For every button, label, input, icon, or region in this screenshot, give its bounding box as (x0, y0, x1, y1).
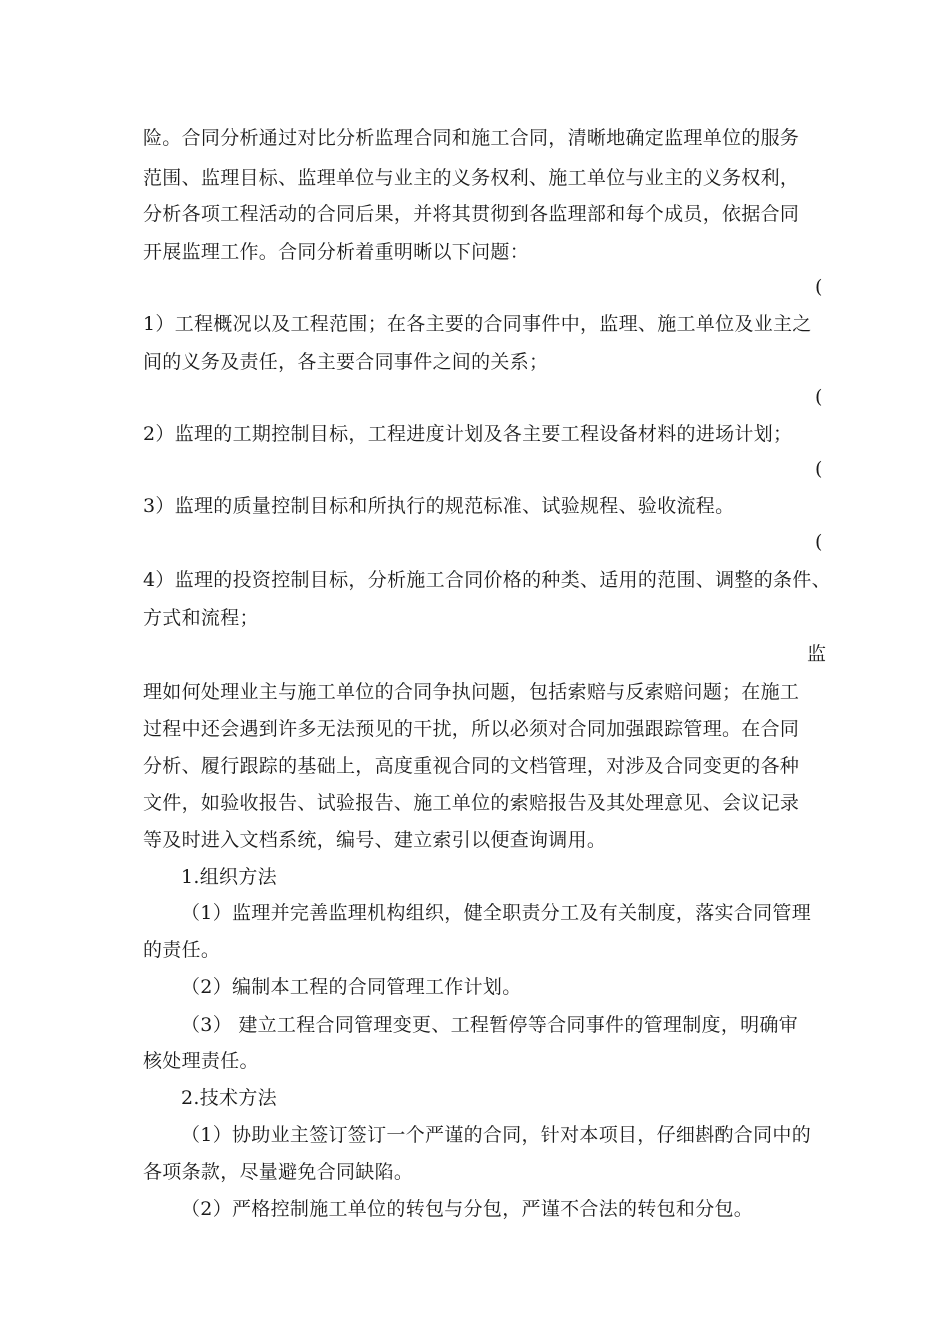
section-2-item-2: （2）严格控制施工单位的转包与分包，严谨不合法的转包和分包。 (181, 1198, 754, 1220)
section-2-title: 2.技术方法 (181, 1087, 277, 1109)
item-4-line-1: 4）监理的投资控制目标，分析施工合同价格的种类、适用的范围、调整的条件、 (143, 569, 831, 591)
item-4-line-2: 方式和流程； (143, 607, 259, 629)
para2-line-1: 理如何处理业主与施工单位的合同争执问题，包括索赔与反索赔问题；在施工 (143, 681, 800, 703)
intro-line-1: 险。合同分析通过对比分析监理合同和施工合同，清晰地确定监理单位的服务 (143, 127, 800, 149)
item-1-line-2: 间的义务及责任，各主要合同事件之间的关系； (143, 351, 549, 373)
item-3-line-1: 3）监理的质量控制目标和所执行的规范标准、试验规程、验收流程。 (143, 495, 735, 517)
para2-line-4: 文件，如验收报告、试验报告、施工单位的索赔报告及其处理意见、会议记录 (143, 792, 800, 814)
section-2-item-1-line-2: 各项条款，尽量避免合同缺陷。 (143, 1161, 414, 1183)
item-1-line-1: 1）工程概况以及工程范围；在各主要的合同事件中，监理、施工单位及业主之 (143, 313, 812, 335)
paren-mark: ( (815, 531, 823, 553)
section-1-item-3-line-2: 核处理责任。 (143, 1050, 259, 1072)
section-1-item-1-line-2: 的责任。 (143, 939, 221, 961)
para2-line-3: 分析、履行跟踪的基础上，高度重视合同的文档管理，对涉及合同变更的各种 (143, 755, 800, 777)
item-2-line-1: 2）监理的工期控制目标，工程进度计划及各主要工程设备材料的进场计划； (143, 423, 793, 445)
intro-line-2: 范围、监理目标、监理单位与业主的义务权利、施工单位与业主的义务权利， (143, 167, 800, 189)
paren-mark: ( (815, 386, 823, 408)
intro-line-3: 分析各项工程活动的合同后果，并将其贯彻到各监理部和每个成员，依据合同 (143, 203, 800, 225)
para2-line-2: 过程中还会遇到许多无法预见的干扰，所以必须对合同加强跟踪管理。在合同 (143, 718, 800, 740)
para2-line-5: 等及时进入文档系统，编号、建立索引以便查询调用。 (143, 829, 607, 851)
right-aligned-char: 监 (807, 643, 827, 665)
section-1-item-2: （2）编制本工程的合同管理工作计划。 (181, 976, 522, 998)
section-1-title: 1.组织方法 (181, 866, 277, 888)
section-1-item-1-line-1: （1）监理并完善监理机构组织，健全职责分工及有关制度，落实合同管理 (181, 902, 811, 924)
paren-mark: ( (815, 276, 823, 298)
section-2-item-1-line-1: （1）协助业主签订签订一个严谨的合同，针对本项目，仔细斟酌合同中的 (181, 1124, 811, 1146)
section-1-item-3-line-1: （3） 建立工程合同管理变更、工程暂停等合同事件的管理制度，明确审 (181, 1014, 799, 1036)
intro-line-4: 开展监理工作。合同分析着重明晰以下问题： (143, 241, 530, 263)
paren-mark: ( (815, 458, 823, 480)
